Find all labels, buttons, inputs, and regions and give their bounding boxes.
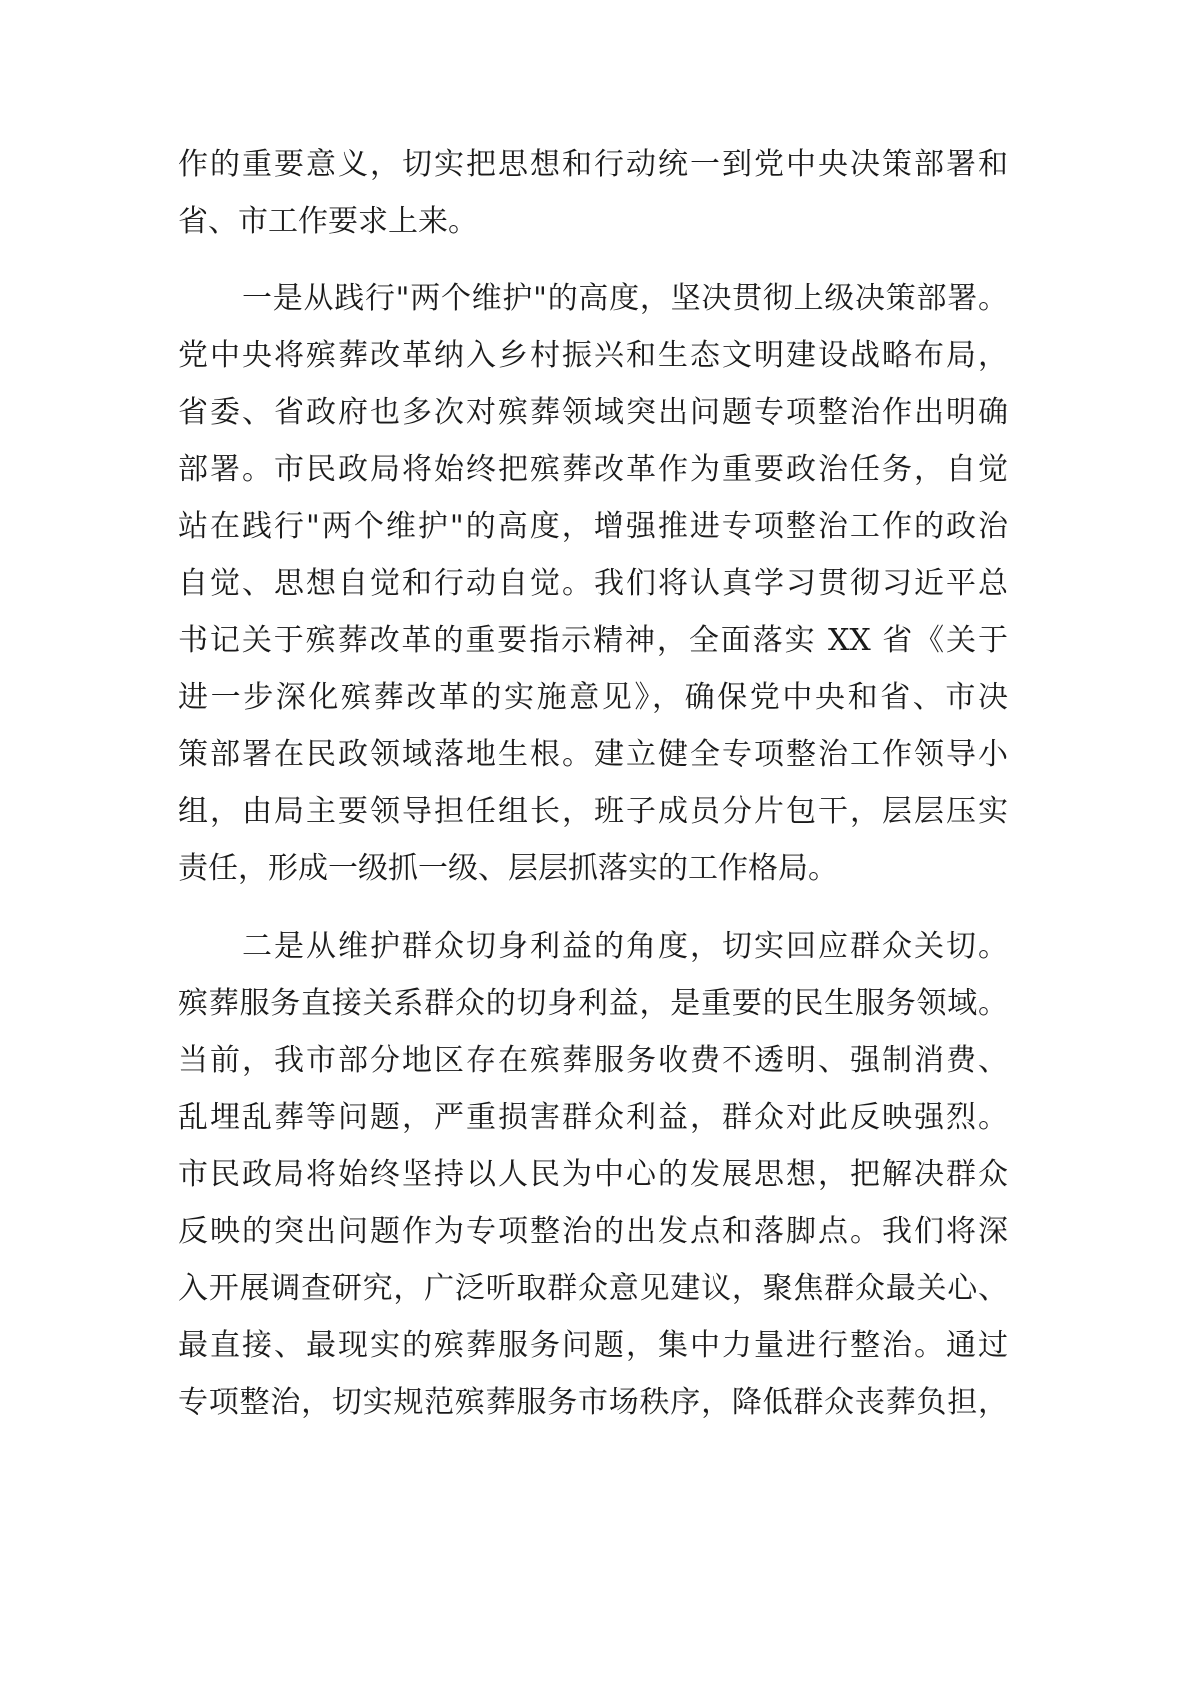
paragraph-line: 进一步深化殡葬改革的实施意见》，确保党中央和省、市决 — [178, 680, 1008, 715]
paragraph-line: 市民政局将始终坚持以人民为中心的发展思想，把解决群众 — [178, 1157, 1008, 1192]
paragraph-line: 部署。市民政局将始终把殡葬改革作为重要政治任务，自觉 — [178, 452, 1008, 487]
paragraph-line: 组，由局主要领导担任组长，班子成员分片包干，层层压实 — [178, 794, 1008, 829]
paragraph-line: 当前，我市部分地区存在殡葬服务收费不透明、强制消费、 — [178, 1043, 1008, 1078]
paragraph-line: 一是从践行"两个维护"的高度，坚决贯彻上级决策部署。 — [242, 281, 1008, 316]
paragraph-line: 反映的突出问题作为专项整治的出发点和落脚点。我们将深 — [178, 1214, 1008, 1249]
paragraph-line: 责任，形成一级抓一级、层层抓落实的工作格局。 — [178, 851, 838, 886]
paragraph-line: 专项整治，切实规范殡葬服务市场秩序，降低群众丧葬负担， — [178, 1385, 1008, 1420]
paragraph-line: 站在践行"两个维护"的高度，增强推进专项整治工作的政治 — [178, 509, 1008, 544]
paragraph-line: 省委、省政府也多次对殡葬领域突出问题专项整治作出明确 — [178, 395, 1008, 430]
paragraph-line: 殡葬服务直接关系群众的切身利益，是重要的民生服务领域。 — [178, 986, 1008, 1021]
paragraph-line: 作的重要意义，切实把思想和行动统一到党中央决策部署和 — [178, 147, 1008, 182]
paragraph-line: 自觉、思想自觉和行动自觉。我们将认真学习贯彻习近平总 — [178, 566, 1008, 601]
paragraph-line: 乱埋乱葬等问题，严重损害群众利益，群众对此反映强烈。 — [178, 1100, 1008, 1135]
paragraph-line: 书记关于殡葬改革的重要指示精神，全面落实 XX 省《关于 — [178, 623, 1008, 658]
paragraph-line: 策部署在民政领域落地生根。建立健全专项整治工作领导小 — [178, 737, 1008, 772]
paragraph-line: 党中央将殡葬改革纳入乡村振兴和生态文明建设战略布局， — [178, 338, 1008, 373]
paragraph-point-two — [178, 918, 1008, 1431]
paragraph-line: 省、市工作要求上来。 — [178, 204, 478, 239]
paragraph-line: 入开展调查研究，广泛听取群众意见建议，聚焦群众最关心、 — [178, 1271, 1008, 1306]
paragraph-line: 二是从维护群众切身利益的角度，切实回应群众关切。 — [242, 929, 1008, 964]
paragraph-point-one — [178, 270, 1008, 897]
paragraph-line: 最直接、最现实的殡葬服务问题，集中力量进行整治。通过 — [178, 1328, 1008, 1363]
paragraph-continuation — [178, 136, 1008, 250]
